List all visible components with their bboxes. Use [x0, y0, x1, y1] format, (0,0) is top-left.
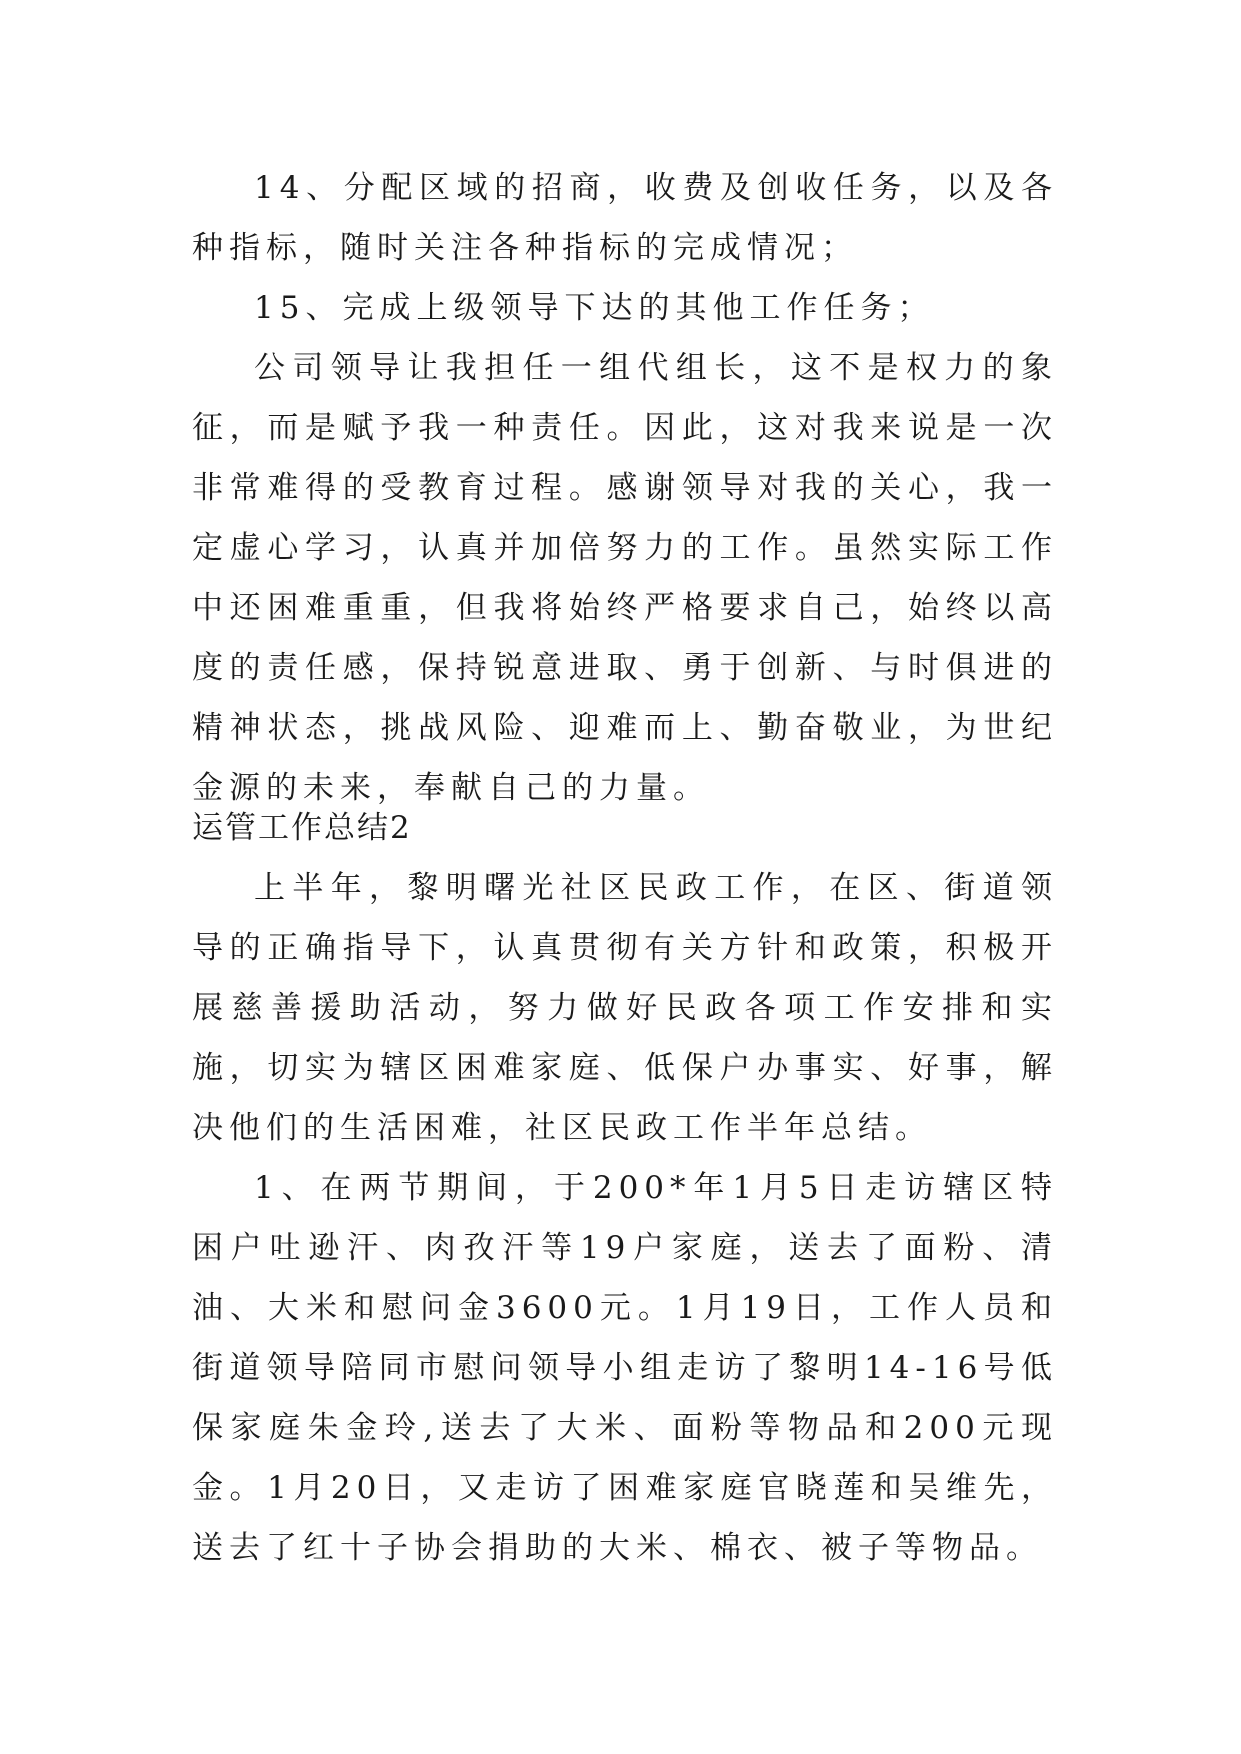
paragraph-leadership: 公司领导让我担任一组代组长，这不是权力的象征，而是赋予我一种责任。因此，这对我来说是一次非常难得的受教育过程。感谢领导对我的关心，我一定虚心学习，认真并加倍努力的工作。虽然实际工作中还困难重重，但我将始终严格要求自己，始终以高度的责任感，保持锐意进取、勇于创新、与时俱进的精神状态，挑战风险、迎难而上、勤奋敬业，为世纪金源的未来，奉献自己的力量。	[192, 350, 1058, 806]
section-heading: 运管工作总结2	[192, 810, 412, 846]
paragraph-summary: 上半年，黎明曙光社区民政工作，在区、街道领导的正确指导下，认真贯彻有关方针和政策，积极开展慈善援助活动，努力做好民政各项工作安排和实施，切实为辖区困难家庭、低保户办事实、好事，解决他们的生活困难，社区民政工作半年总结。	[192, 870, 1058, 1146]
section-2	[192, 798, 1058, 1578]
paragraph-item-15: 15、完成上级领导下达的其他工作任务；	[254, 290, 935, 326]
section-1	[192, 158, 1058, 818]
paragraph-item-14: 14、分配区域的招商，收费及创收任务，以及各种指标，随时关注各种指标的完成情况；	[192, 170, 1058, 266]
paragraph-item-1: 1、在两节期间，于200*年1月5日走访辖区特困户吐逊汗、肉孜汗等19户家庭，送去了面粉、清油、大米和慰问金3600元。1月19日，工作人员和街道领导陪同市慰问领导小组走访了黎明14-16号低保家庭朱金玲,送去了大米、面粉等物品和200元现金。1月20日，又走访了困难家庭官晓莲和吴维先，送去了红十子协会捐助的大米、棉衣、被子等物品。	[192, 1170, 1058, 1566]
